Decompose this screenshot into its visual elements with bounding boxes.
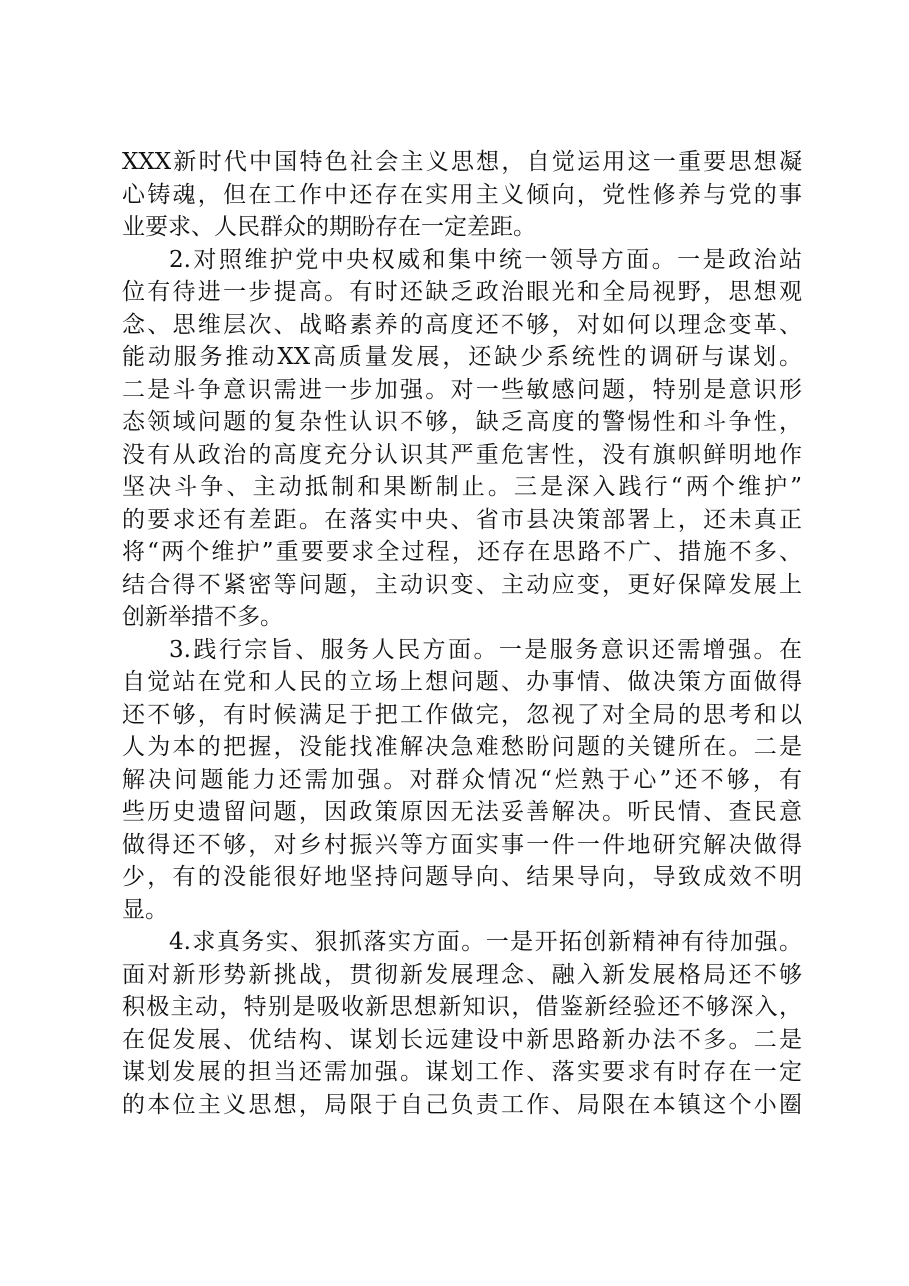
text-line: 显。 bbox=[122, 896, 168, 923]
text-line: 业要求、人民群众的期盼存在一定差距。 bbox=[122, 214, 536, 240]
document-body bbox=[122, 146, 802, 1121]
text-line: 将“两个维护”重要要求全过程，还存在思路不广、措施不多、 bbox=[122, 539, 802, 565]
text-line: 的本位主义思想，局限于自己负责工作、局限在本镇这个小圈 bbox=[122, 1091, 802, 1118]
text-line: 二是斗争意识需进一步加强。对一些敏感问题，特别是意识形 bbox=[122, 376, 802, 403]
text-line: 位有待进一步提高。有时还缺乏政治眼光和全局视野，思想观 bbox=[122, 279, 802, 305]
text-line: 解决问题能力还需加强。对群众情况“烂熟于心”还不够，有 bbox=[122, 766, 802, 793]
text-line: 谋划发展的担当还需加强。谋划工作、落实要求有时存在一定 bbox=[122, 1059, 802, 1085]
text-line: 积极主动，特别是吸收新思想新知识，借鉴新经验还不够深入， bbox=[122, 994, 802, 1020]
text-line: 面对新形势新挑战，贯彻新发展理念、融入新发展格局还不够 bbox=[122, 961, 802, 988]
text-line: 2.对照维护党中央权威和集中统一领导方面。一是政治站 bbox=[169, 246, 802, 273]
text-line: 结合得不紧密等问题，主动识变、主动应变，更好保障发展上 bbox=[122, 571, 802, 598]
text-line: 4.求真务实、狠抓落实方面。一是开拓创新精神有待加强。 bbox=[169, 929, 802, 955]
text-line: 坚决斗争、主动抵制和果断制止。三是深入践行“两个维护” bbox=[122, 474, 802, 500]
text-line: 态领域问题的复杂性认识不够，缺乏高度的警惕性和斗争性， bbox=[122, 409, 802, 435]
text-line: 人为本的把握，没能找准解决急难愁盼问题的关键所在。二是 bbox=[122, 734, 802, 760]
text-line: 创新举措不多。 bbox=[122, 604, 283, 630]
text-line: 在促发展、优结构、谋划长远建设中新思路新办法不多。二是 bbox=[122, 1026, 802, 1053]
text-line: 做得还不够，对乡村振兴等方面实事一件一件地研究解决做得 bbox=[122, 831, 802, 858]
text-line: 念、思维层次、战略素养的高度还不够，对如何以理念变革、 bbox=[122, 311, 802, 338]
text-line: XXX新时代中国特色社会主义思想，自觉运用这一重要思想凝 bbox=[122, 149, 802, 175]
text-line: 心铸魂，但在工作中还存在实用主义倾向，党性修养与党的事 bbox=[122, 181, 802, 208]
text-line: 少，有的没能很好地坚持问题导向、结果导向，导致成效不明 bbox=[122, 864, 802, 890]
text-line: 自觉站在党和人民的立场上想问题、办事情、做决策方面做得 bbox=[122, 669, 802, 695]
text-line: 还不够，有时候满足于把工作做完，忽视了对全局的思考和以 bbox=[122, 701, 802, 728]
text-line: 的要求还有差距。在落实中央、省市县决策部署上，还未真正 bbox=[122, 506, 802, 533]
text-line: 能动服务推动XX高质量发展，还缺少系统性的调研与谋划。 bbox=[122, 344, 802, 370]
text-line: 些历史遗留问题，因政策原因无法妥善解决。听民情、查民意 bbox=[122, 799, 802, 825]
text-line: 3.践行宗旨、服务人民方面。一是服务意识还需增强。在 bbox=[169, 636, 802, 663]
text-line: 没有从政治的高度充分认识其严重危害性，没有旗帜鲜明地作 bbox=[122, 441, 802, 468]
